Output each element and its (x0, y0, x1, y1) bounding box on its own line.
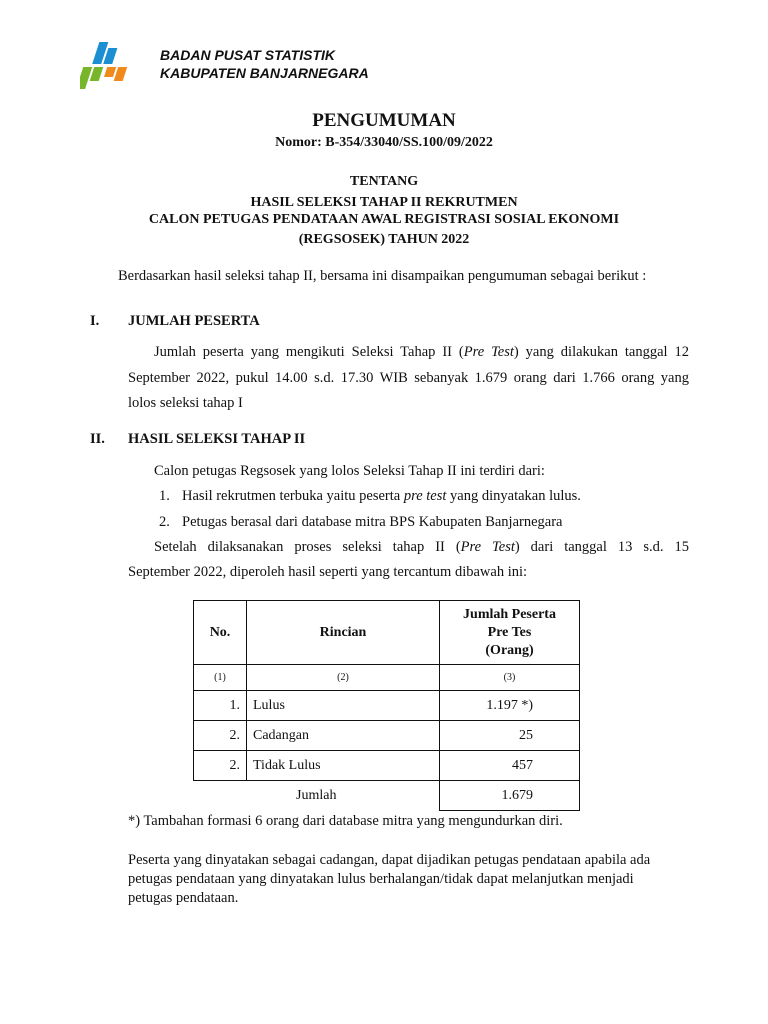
total-label: Jumlah (194, 781, 440, 811)
section-1-title: JUMLAH PESERTA (128, 313, 260, 329)
s1-text-a: Jumlah peserta yang mengikuti Seleksi Tahap II ( (154, 344, 464, 360)
section-2-paragraph-line-1 (154, 539, 689, 556)
table-footnote: *) Tambahan formasi 6 orang dari database mitra yang mengundurkan diri. (128, 813, 563, 829)
section-2-number: II. (90, 431, 105, 447)
list-item-2-number: 2. (159, 514, 170, 530)
section-2-intro: Calon petugas Regsosek yang lolos Seleksi Tahap II ini terdiri dari: (154, 463, 545, 479)
header-rincian: Rincian (247, 601, 440, 665)
closing-paragraph (128, 851, 650, 908)
header-jumlah (440, 601, 580, 665)
organization-name (160, 46, 369, 82)
section-1-number: I. (90, 313, 100, 329)
bps-logo (80, 40, 152, 92)
total-value: 1.679 (440, 781, 580, 811)
item1-text-italic: pre test (403, 488, 447, 504)
intro-text: Berdasarkan hasil seleksi tahap II, bersama ini disampaikan pengumuman sebagai berikut : (118, 268, 647, 284)
list-item-2: Petugas berasal dari database mitra BPS Kabupaten Banjarnegara (182, 514, 563, 530)
row-jumlah: 457 (440, 751, 580, 781)
results-table (193, 600, 580, 811)
document-number: Nomor: B-354/33040/SS.100/09/2022 (275, 135, 493, 150)
row-no: 1. (194, 691, 247, 721)
index-1: (1) (194, 665, 247, 691)
row-jumlah: 1.197 *) (440, 691, 580, 721)
row-rincian: Tidak Lulus (247, 751, 440, 781)
table-row (194, 721, 580, 751)
item1-text-b: yang dinyatakan lulus. (446, 488, 581, 504)
header-jumlah-line-1: Jumlah Peserta (463, 606, 556, 622)
s2-text-b: ) dari tanggal 13 s.d. 15 (514, 539, 689, 555)
subject-line-1: TENTANG (349, 174, 419, 189)
item1-text-a: Hasil rekrutmen terbuka yaitu peserta (182, 488, 404, 504)
index-2: (2) (247, 665, 440, 691)
table-header-row (194, 601, 580, 665)
table-total-row (194, 781, 580, 811)
section-2-paragraph-line-2: September 2022, diperoleh hasil seperti yang tercantum dibawah ini: (128, 564, 528, 580)
header-no: No. (194, 601, 247, 665)
org-line-2: KABUPATEN BANJARNEGARA (160, 65, 369, 81)
document-title: PENGUMUMAN (312, 110, 456, 131)
section-1-paragraph-line-3: lolos seleksi tahap I (128, 395, 243, 411)
header-jumlah-line-3: (Orang) (485, 642, 534, 658)
s1-text-italic: Pre Test (463, 344, 514, 360)
list-item-1-number: 1. (159, 488, 170, 504)
subject-line-4: (REGSOSEK) TAHUN 2022 (298, 232, 470, 247)
closing-line-1: Peserta yang dinyatakan sebagai cadangan, dapat dijadikan petugas pendataan apabila ada (128, 852, 651, 868)
section-1-paragraph-line-2: September 2022, pukul 14.00 s.d. 17.30 WIB sebanyak 1.679 orang dari 1.766 orang yang (128, 370, 689, 386)
table-row (194, 691, 580, 721)
row-no: 2. (194, 751, 247, 781)
s1-text-b: ) yang dilakukan tanggal 12 (513, 344, 689, 360)
index-3: (3) (440, 665, 580, 691)
row-jumlah: 25 (440, 721, 580, 751)
row-no: 2. (194, 721, 247, 751)
list-item-1 (182, 488, 581, 505)
row-rincian: Cadangan (247, 721, 440, 751)
closing-line-3: petugas pendataan. (128, 890, 239, 906)
subject-line-2: HASIL SELEKSI TAHAP II REKRUTMEN (250, 195, 518, 210)
closing-line-2: petugas pendataan yang dinyatakan lulus berhalangan/tidak dapat melanjutkan menjadi (128, 871, 634, 887)
table-row (194, 751, 580, 781)
table-index-row (194, 665, 580, 691)
section-2-title: HASIL SELEKSI TAHAP II (128, 431, 306, 447)
s2-text-italic: Pre Test (460, 539, 515, 555)
section-1-paragraph-line-1 (128, 344, 689, 361)
subject-line-3: CALON PETUGAS PENDATAAN AWAL REGISTRASI SOSIAL EKONOMI (148, 212, 620, 227)
header-jumlah-line-2: Pre Tes (487, 624, 532, 640)
org-line-1: BADAN PUSAT STATISTIK (160, 47, 335, 63)
s2-text-a: Setelah dilaksanakan proses seleksi tahap II ( (154, 539, 461, 555)
row-rincian: Lulus (247, 691, 440, 721)
